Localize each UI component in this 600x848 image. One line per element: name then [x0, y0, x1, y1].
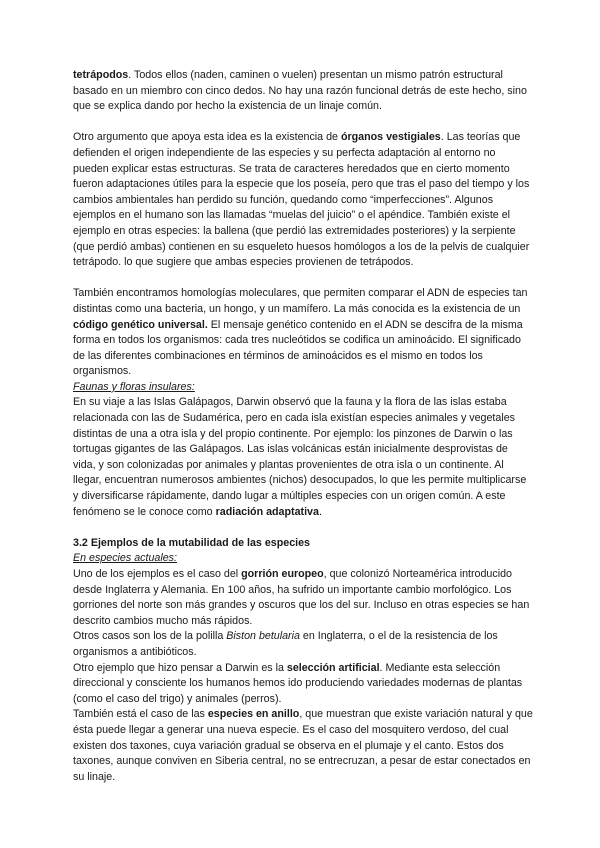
- paragraph-text: , que muestran que existe variación natural y que ésta puede llegar a generar una nueva especie. Es el caso del mosquitero verdoso, del cual existen dos taxones, cuya variación gradual se observa en el plumaje y el canto. Estos dos taxones, aunque conviven en Siberia central, no se entrecruzan, a pesar de estar conectados en su linaje.: [73, 708, 533, 783]
- paragraph-text: También encontramos homologías moleculares, que permiten comparar el ADN de especies tan distintas como una bacteria, un hongo, y un mamífero. La más conocida es la existencia de un: [73, 287, 528, 315]
- section-title: 3.2 Ejemplos de la mutabilidad de las especies: [73, 536, 311, 549]
- paragraph-ring-species: [73, 707, 533, 785]
- bold-term: especies en anillo: [207, 708, 300, 721]
- paragraph-moth: [73, 629, 533, 660]
- bold-term: tetrápodos: [73, 69, 129, 81]
- bold-term: órganos vestigiales: [340, 131, 441, 144]
- paragraph-text: Uno de los ejemplos es el caso del: [73, 568, 242, 580]
- paragraph-text: El mensaje genético contenido en el ADN se descifra de la misma forma en todos los organismos: cada tres nucleótidos se codifica un aminoácido. El significado de las diferentes combinaciones en términos de aminoácidos es el mismo en todos los organismos.: [73, 318, 523, 378]
- paragraph-text: . Mediante esta selección direccional y consciente los humanos hemos ido produciendo variedades modernas de plantas (como el caso del trigo) y animales (perros).: [73, 661, 523, 705]
- bold-term: gorrión europeo: [241, 568, 324, 580]
- paragraph-molecular-homologies: [73, 286, 533, 380]
- paragraph-galapagos: [73, 395, 533, 520]
- italic-term: Biston betularia: [226, 630, 300, 643]
- paragraph-artificial-selection: [73, 661, 533, 708]
- bold-term: selección artificial: [286, 661, 380, 674]
- paragraph-text: Otro ejemplo que hizo pensar a Darwin es la: [73, 661, 287, 674]
- paragraph-text: en Inglaterra, o el de la resistencia de los organismos a antibióticos.: [73, 630, 498, 658]
- paragraph-text: . Todos ellos (naden, caminen o vuelen) presentan un mismo patrón estructural basado en un miembro con cinco dedos. No hay una razón funcional detrás de este hecho, sino que se explica dando por hecho la existencia de un linaje común.: [73, 69, 527, 113]
- subheading-current-species: En especies actuales:: [73, 552, 177, 565]
- paragraph-sparrow: [73, 567, 533, 629]
- bold-term: código genético universal.: [73, 318, 208, 331]
- bold-term: radiación adaptativa: [215, 505, 319, 518]
- paragraph-tetrapodos: [73, 68, 533, 115]
- paragraph-text: Otro argumento que apoya esta idea es la existencia de: [73, 131, 341, 144]
- paragraph-vestigial-organs: [73, 130, 533, 270]
- paragraph-text: .: [318, 505, 322, 518]
- paragraph-text: . Las teorías que defienden el origen independiente de las especies y su perfecta adaptación al entorno no pueden explicar estas estructuras. Se trata de caracteres heredados que en cierto momento fueron adaptaciones útiles para la especie que los poseía, pero que tras el paso del tiempo y los cambios ambientales han perdido su función, quedando como “imperfecciones”. Algunos ejemplos en el humano son las llamadas “muelas del juicio” o el apéndice. También existe el ejemplo en otras especies: la ballena (que perdió las extremidades posteriores) y la serpiente (que perdió ambas) contienen en su esqueleto huesos homólogos a los de la pelvis de cualquier tetrápodo. lo que sugiere que ambas especies provienen de tetrápodos.: [73, 131, 530, 269]
- document-page: [73, 68, 533, 785]
- paragraph-text: También está el caso de las: [73, 708, 208, 721]
- paragraph-text: , que colonizó Norteamérica introducido desde Inglaterra y Alemania. En 100 años, ha sufrido un importante cambio morfológico. Los gorriones del norte son más grandes y oscuros que los del sur. Incluso en otras especies se han descrito cambios mucho más rápidos.: [73, 568, 530, 627]
- paragraph-text: Otros casos son los de la polilla: [73, 630, 227, 643]
- subheading-faunas: Faunas y floras insulares:: [73, 380, 195, 393]
- paragraph-text: En su viaje a las Islas Galápagos, Darwin observó que la fauna y la flora de las islas estaba relacionada con las de Sudamérica, pero en cada isla existían especies animales y vegetales distintas de una a otra isla y del propio continente. Por ejemplo: los pinzones de Darwin o las tortugas gigantes de las Galápagos. Las islas volcánicas están inicialmente desprovistas de vida, y son colonizadas por animales y plantas provenientes de otra isla o un continente. Al llegar, encuentran numerosos ambientes (nichos) desocupados, lo que les permite multiplicarse y diversificarse rápidamente, dando lugar a múltiples especies con un origen común. A este fenómeno se le conoce como: [73, 396, 527, 518]
